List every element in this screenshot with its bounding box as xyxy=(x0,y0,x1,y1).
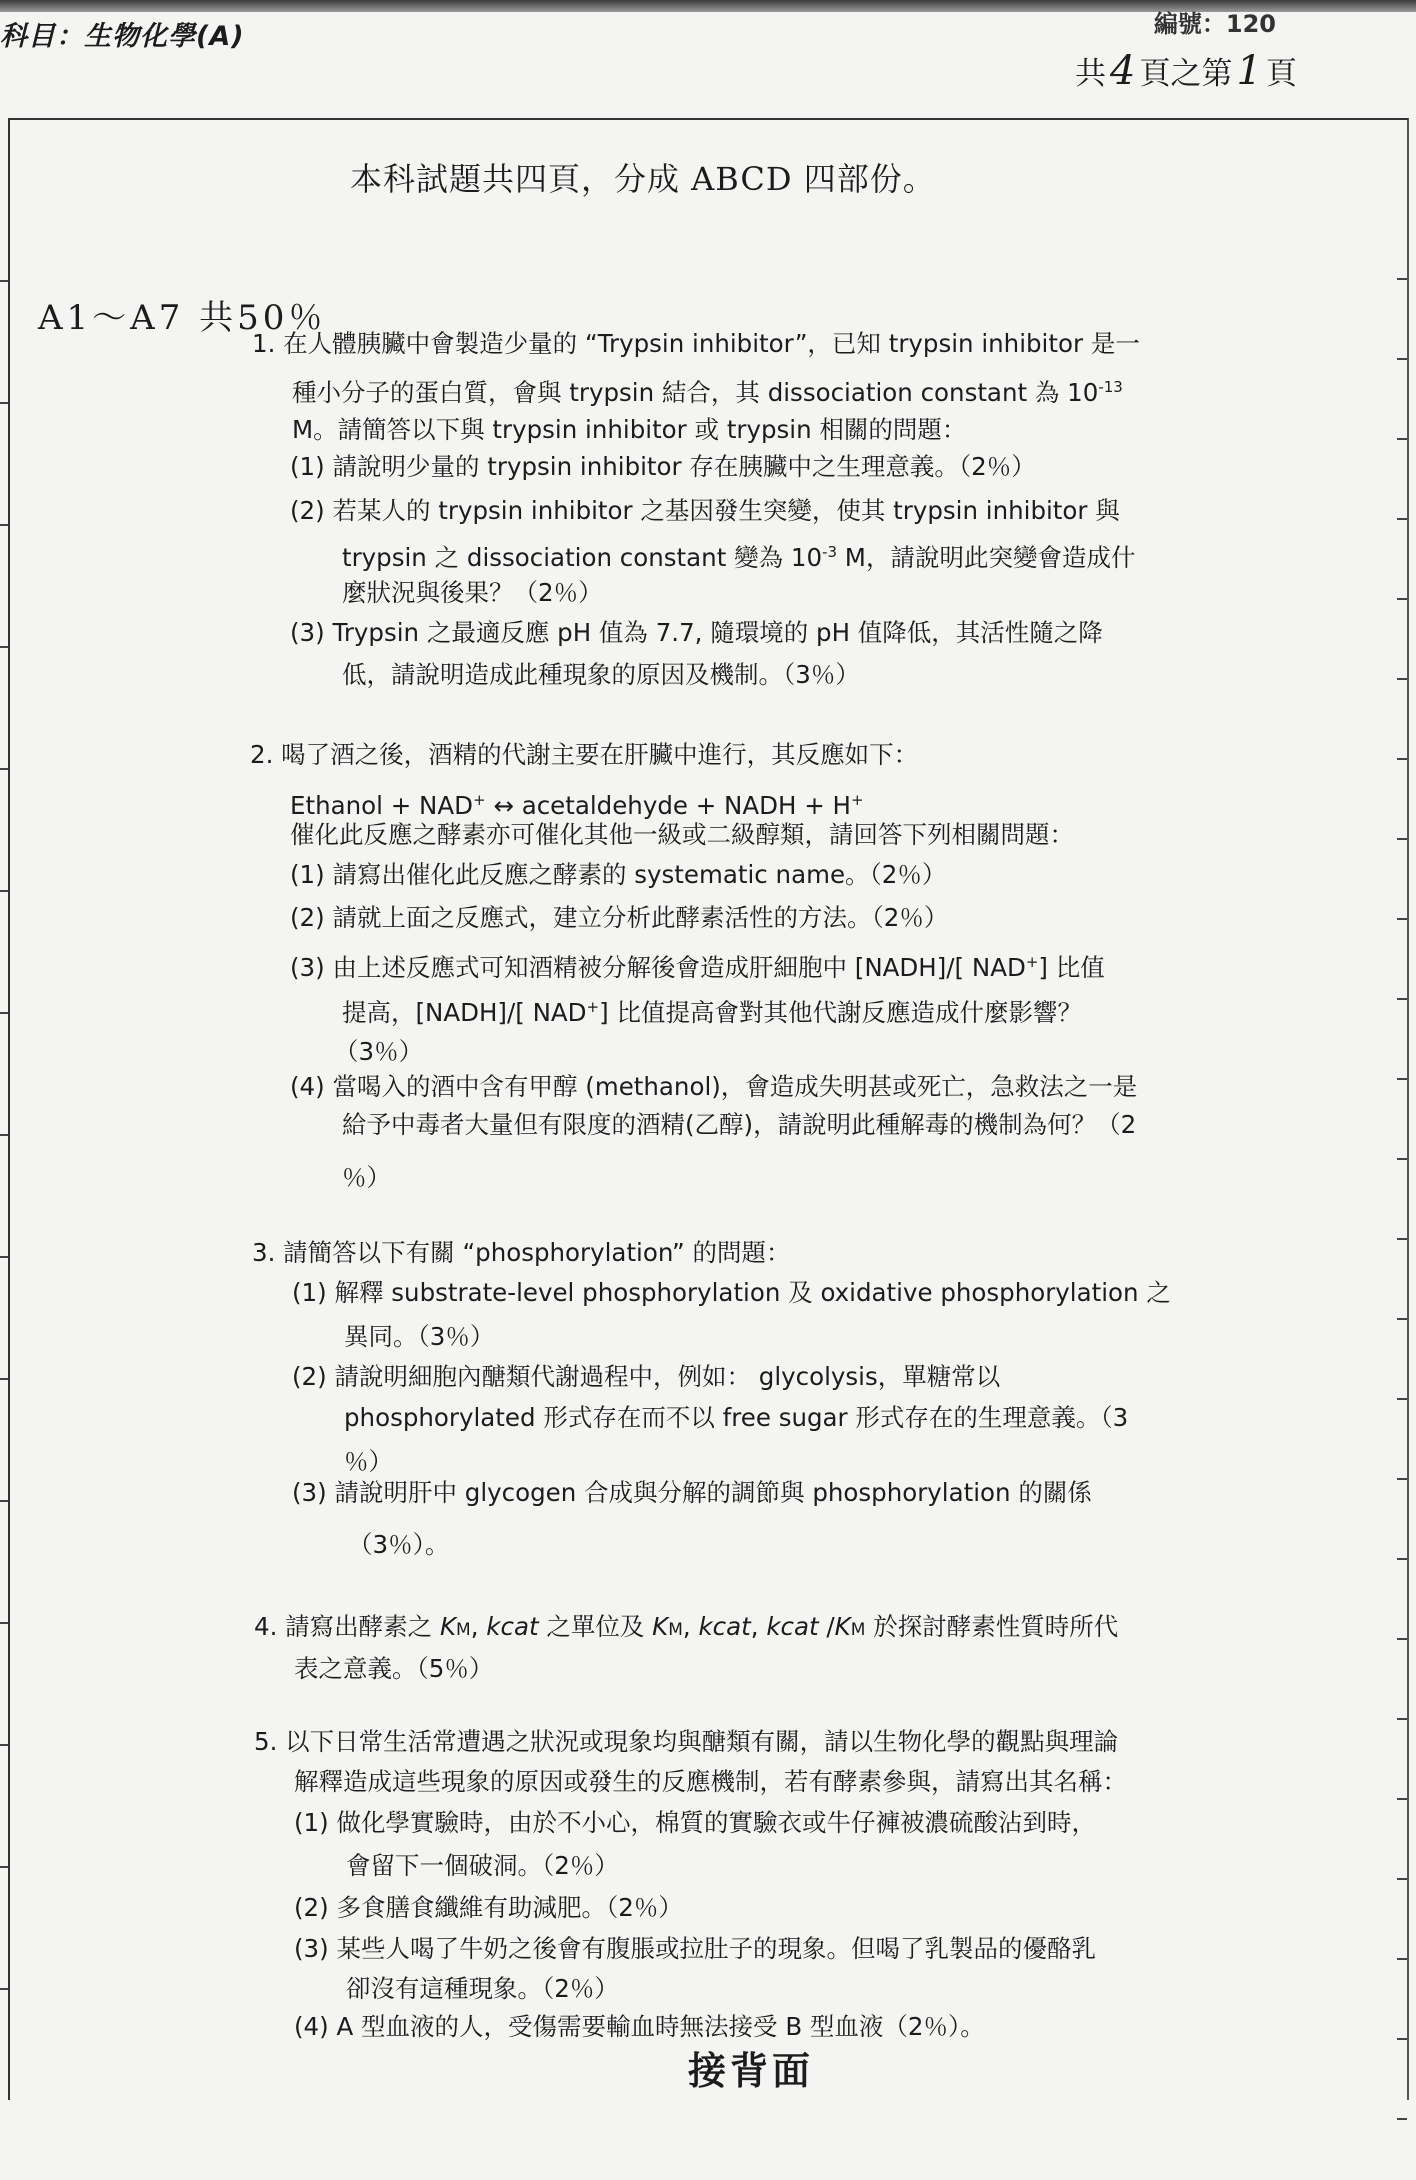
exam-intro: 本科試題共四頁，分成 ABCD 四部份。 xyxy=(350,160,936,198)
q3-part-1-line-2: 異同。（3％） xyxy=(344,1322,495,1351)
q2-eq-left: Ethanol + NAD xyxy=(290,791,474,820)
q2-line-3: 催化此反應之酵素亦可催化其他一級或二級醇類，請回答下列相關問題： xyxy=(290,820,1074,849)
q1-line-1: 1. 在人體胰臟中會製造少量的 “Trypsin inhibitor”，已知 trypsin inhibitor 是一 xyxy=(252,329,1140,358)
q4-line-1 xyxy=(254,1612,1118,1645)
q5-part-1-line-2: 會留下一個破洞。（2％） xyxy=(346,1851,619,1880)
section-heading: A1～A7 共50％ xyxy=(38,298,327,338)
q4-text-a: 4. 請寫出酵素之 xyxy=(254,1612,440,1641)
q4-sep-1: , xyxy=(470,1612,487,1641)
q4-km-3-sub: M xyxy=(850,1620,866,1640)
q2-part-3-text-d: ] 比值提高會對其他代謝反應造成什麼影響？ xyxy=(599,998,1082,1027)
page-prefix: 共 xyxy=(1075,56,1106,92)
page-total: 4 xyxy=(1110,48,1136,94)
q2-part-3-sup-a: + xyxy=(1025,953,1039,971)
q2-part-2: (2) 請就上面之反應式，建立分析此酵素活性的方法。（2％） xyxy=(290,903,949,932)
q2-part-3-line-2 xyxy=(342,992,1082,1028)
q5-line-1: 5. 以下日常生活常遭遇之狀況或現象均與醣類有關，請以生物化學的觀點與理論 xyxy=(254,1727,1119,1756)
q4-text-b: 之單位及 xyxy=(538,1612,653,1641)
q1-part-2-exponent: -3 xyxy=(822,543,838,561)
q2-part-4-line-3: ％） xyxy=(342,1163,391,1192)
q4-km-3: K xyxy=(834,1612,851,1641)
q4-text-c: 於探討酵素性質時所代 xyxy=(865,1612,1119,1641)
q4-slash: / xyxy=(818,1612,835,1641)
q5-part-2: (2) 多食膳食纖維有助減肥。（2％） xyxy=(294,1893,683,1922)
q5-line-2: 解釋造成這些現象的原因或發生的反應機制，若有酵素參與，請寫出其名稱： xyxy=(294,1767,1127,1796)
page-indicator xyxy=(1075,48,1297,94)
q3-part-2-line-2: phosphorylated 形式存在而不以 free sugar 形式存在的生理意義。（3 xyxy=(344,1403,1129,1432)
q2-equation xyxy=(290,785,864,821)
q2-part-3-line-3: （3％） xyxy=(334,1037,424,1066)
q2-part-1: (1) 請寫出催化此反應之酵素的 systematic name。（2％） xyxy=(290,860,947,889)
q2-line-1: 2. 喝了酒之後，酒精的代謝主要在肝臟中進行，其反應如下： xyxy=(250,740,919,769)
q2-part-3-sup-b: + xyxy=(586,998,600,1016)
q4-kcat-1: kcat xyxy=(486,1612,539,1641)
q5-part-3-line-2: 卻沒有這種現象。（2％） xyxy=(346,1974,619,2003)
q1-exponent: -13 xyxy=(1098,378,1123,396)
right-edge-ticks xyxy=(1397,200,1407,2180)
q1-line-2 xyxy=(292,372,1123,408)
q3-part-3-line-1: (3) 請說明肝中 glycogen 合成與分解的調節與 phosphorylation 的關係 xyxy=(292,1478,1092,1507)
q1-part-3-line-2: 低，請說明造成此種現象的原因及機制。（3％） xyxy=(342,660,860,689)
q5-part-3-line-1: (3) 某些人喝了牛奶之後會有腹脹或拉肚子的現象。但喝了乳製品的優酪乳 xyxy=(294,1934,1096,1963)
q1-line-2-text: 種小分子的蛋白質，會與 trypsin 結合，其 dissociation constant 為 10 xyxy=(292,378,1099,407)
q4-kcat-2: kcat xyxy=(698,1612,751,1641)
q4-km-1-sub: M xyxy=(456,1620,471,1640)
subject-label: 科目：生物化學(A) xyxy=(0,21,245,52)
q5-part-1-line-1: (1) 做化學實驗時，由於不小心，棉質的實驗衣或牛仔褲被濃硫酸沾到時， xyxy=(294,1808,1096,1837)
q2-part-3-line-1 xyxy=(290,947,1105,983)
q1-line-3: M。請簡答以下與 trypsin inhibitor 或 trypsin 相關的問題： xyxy=(292,415,967,444)
q2-eq-sup-1: + xyxy=(473,791,486,809)
q1-part-3-line-1: (3) Trypsin 之最適反應 pH 值為 7.7, 隨環境的 pH 值降低，其活性隨之降 xyxy=(290,618,1103,647)
q4-sep-2: , xyxy=(682,1612,699,1641)
q2-part-3-text-b: ] 比值 xyxy=(1038,953,1105,982)
page-current: 1 xyxy=(1236,48,1262,94)
q3-part-2-line-1: (2) 請說明細胞內醣類代謝過程中，例如： glycolysis，單糖常以 xyxy=(292,1362,1001,1391)
q2-part-4-line-1: (4) 當喝入的酒中含有甲醇 (methanol)，會造成失明甚或死亡，急救法之一是 xyxy=(290,1072,1138,1101)
q1-part-2-line-1: (2) 若某人的 trypsin inhibitor 之基因發生突變，使其 trypsin inhibitor 與 xyxy=(290,496,1120,525)
q1-part-2-line-3: 麼狀況與後果？（2％） xyxy=(342,578,603,607)
q1-part-1: (1) 請說明少量的 trypsin inhibitor 存在胰臟中之生理意義。（2％） xyxy=(290,452,1036,481)
q1-part-2-text-a: trypsin 之 dissociation constant 變為 10 xyxy=(342,543,823,572)
q5-part-4: (4) A 型血液的人，受傷需要輸血時無法接受 B 型血液（2％）。 xyxy=(294,2012,985,2041)
q2-part-4-line-2: 給予中毒者大量但有限度的酒精(乙醇)，請說明此種解毒的機制為何？（2 xyxy=(342,1110,1137,1139)
q4-km-1: K xyxy=(439,1612,457,1641)
q4-line-2: 表之意義。（5％） xyxy=(294,1654,494,1683)
q4-km-2-sub: M xyxy=(668,1620,683,1640)
q2-eq-right: ↔ acetaldehyde + NADH + H xyxy=(485,791,851,820)
q2-part-3-text-c: 提高，[NADH]/[ NAD xyxy=(342,998,587,1027)
page-mid: 頁之第 xyxy=(1139,56,1233,92)
q2-eq-sup-2: + xyxy=(850,791,864,809)
exam-code: 編號：120 xyxy=(1153,10,1276,38)
q1-part-2-line-2 xyxy=(342,537,1135,573)
q2-part-3-text-a: (3) 由上述反應式可知酒精被分解後會造成肝細胞中 [NADH]/[ NAD xyxy=(290,953,1026,982)
q3-part-2-line-3: ％） xyxy=(344,1447,393,1476)
q1-part-2-text-b: M，請說明此突變會造成什 xyxy=(837,543,1136,572)
q3-part-1-line-1: (1) 解釋 substrate-level phosphorylation 及 oxidative phosphorylation 之 xyxy=(292,1278,1171,1307)
q4-sep-3: , xyxy=(750,1612,767,1641)
q3-part-3-line-2: （3％）。 xyxy=(348,1530,450,1559)
q3-line-1: 3. 請簡答以下有關 “phosphorylation” 的問題： xyxy=(252,1238,791,1267)
continue-on-back-note: 接背面 xyxy=(688,2048,815,2093)
left-edge-ticks xyxy=(0,160,8,2080)
page-suffix: 頁 xyxy=(1265,56,1297,92)
q4-kcat-3: kcat xyxy=(766,1612,819,1641)
q4-km-2: K xyxy=(652,1612,669,1641)
